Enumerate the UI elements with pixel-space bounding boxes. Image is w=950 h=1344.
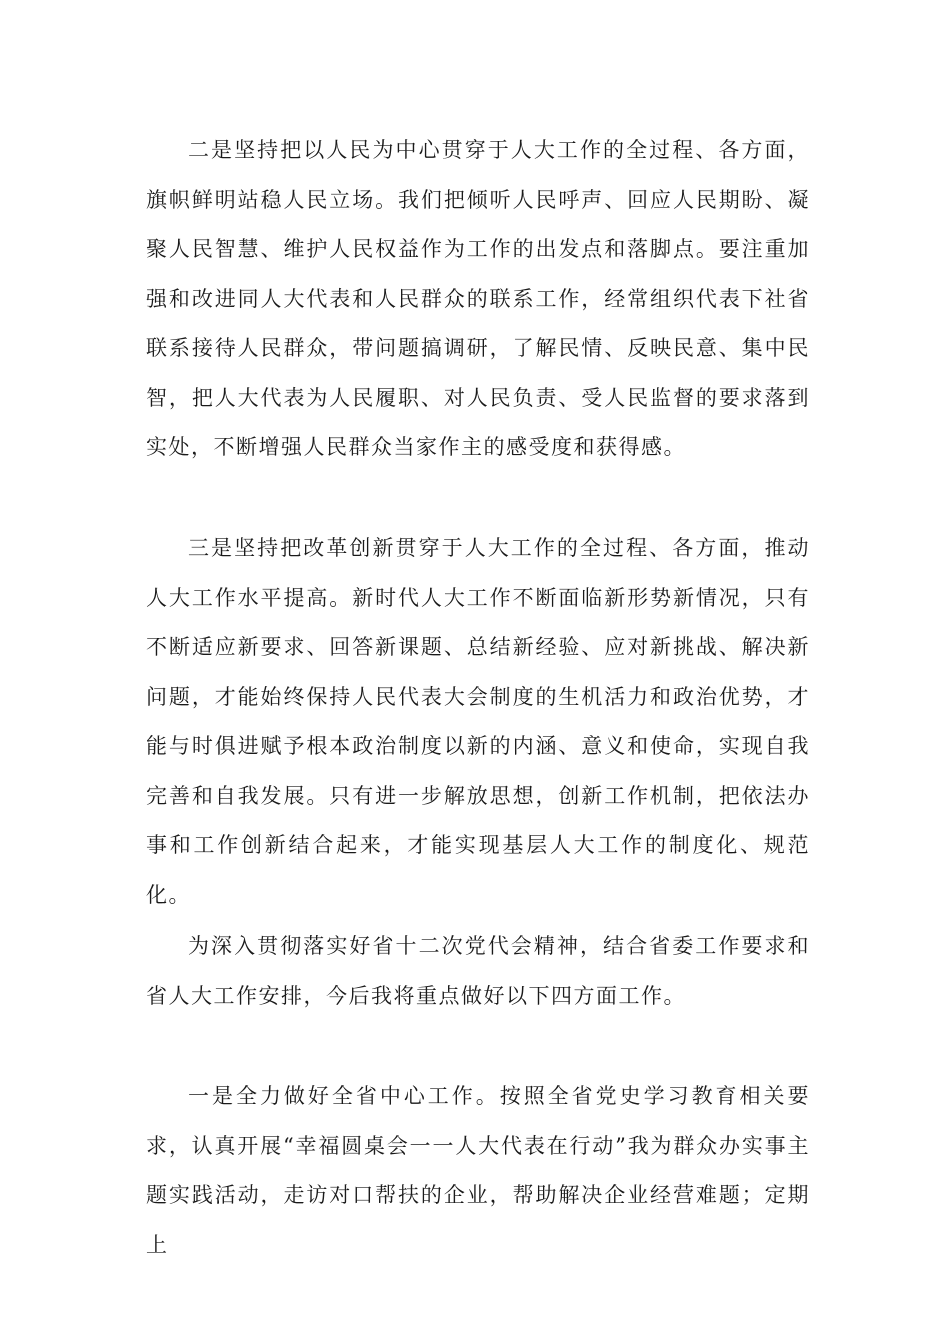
paragraph-reform-innovation: 三是坚持把改革创新贯穿于人大工作的全过程、各方面，推动人大工作水平提高。新时代人大工作不断面临新形势新情况，只有不断适应新要求、回答新课题、总结新经验、应对新挑战、解决新问题，才能始终保持人民代表大会制度的生机活力和政治优势，才能与时俱进赋予根本政治制度以新的内涵、意义和使命，实现自我完善和自我发展。只有进一步解放思想，创新工作机制，把依法办事和工作创新结合起来，才能实现基层人大工作的制度化、规范化。	[146, 536, 810, 907]
paragraph-central-work: 一是全力做好全省中心工作。按照全省党史学习教育相关要求，认真开展“幸福圆桌会一一人大代表在行动”我为群众办实事主题实践活动，走访对口帮扶的企业，帮助解决企业经营难题；定期上	[146, 1084, 810, 1257]
paragraph-work-plan-intro: 为深入贯彻落实好省十二次党代会精神，结合省委工作要求和省人大工作安排，今后我将重点做好以下四方面工作。	[146, 934, 810, 1008]
paragraph-people-centered: 二是坚持把以人民为中心贯穿于人大工作的全过程、各方面，旗帜鲜明站稳人民立场。我们把倾听人民呼声、回应人民期盼、凝聚人民智慧、维护人民权益作为工作的出发点和落脚点。要注重加强和改进同人大代表和人民群众的联系工作，经常组织代表下社省联系接待人民群众，带问题搞调研，了解民情、反映民意、集中民智，把人大代表为人民履职、对人民负责、受人民监督的要求落到实处，不断增强人民群众当家作主的感受度和获得感。	[146, 138, 810, 459]
